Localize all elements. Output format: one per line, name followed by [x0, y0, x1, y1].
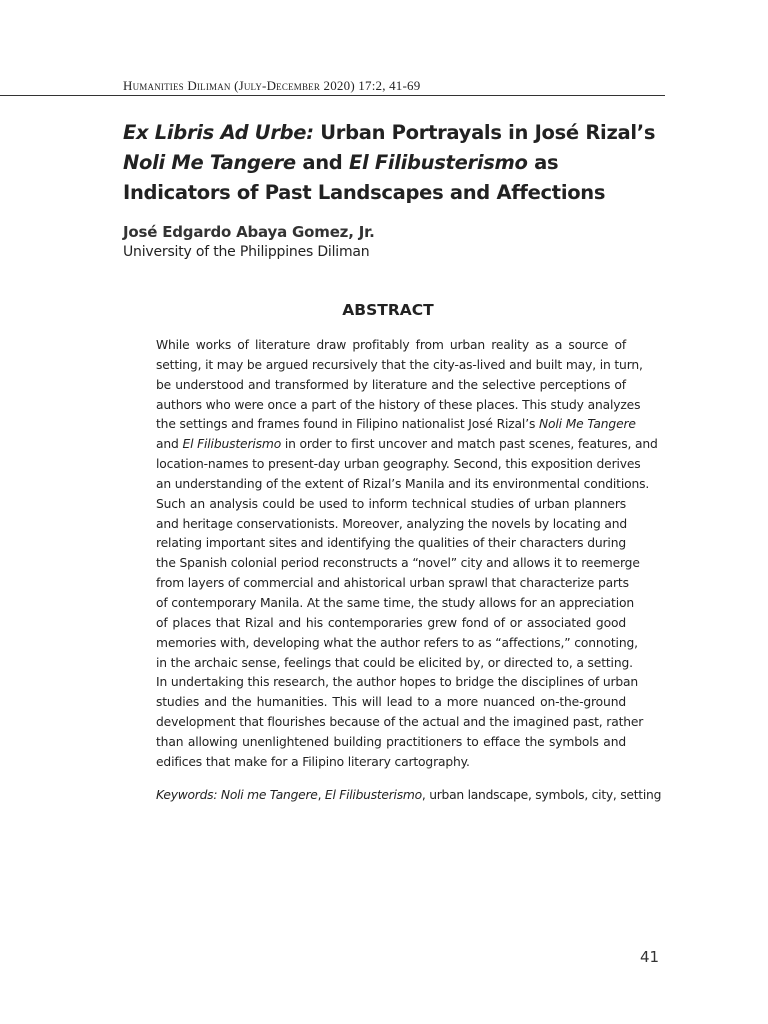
abstract-line: memories with, developing what the author refers to as “affections,” connoting, [156, 635, 638, 650]
title-part-5: El Filibusterismo [348, 151, 528, 174]
page-number: 41 [640, 948, 660, 966]
title-part-6: as Indicators of Past Landscapes and Affections [123, 151, 606, 204]
abstract-line [156, 435, 658, 455]
abstract-italic-fili: El Filibusterismo [182, 437, 282, 452]
title-part-4: and [295, 151, 349, 174]
keyword-fili: El Filibusterismo [324, 788, 422, 802]
abstract-body [156, 336, 658, 773]
abstract-line: from layers of commercial and ahistorical urban sprawl that characterize parts [156, 576, 629, 591]
abstract-italic-noli: Noli Me Tangere [538, 417, 636, 432]
abstract-line [156, 415, 636, 435]
abstract-line: the Spanish colonial period reconstructs a “novel” city and allows it to reemerge [156, 556, 640, 571]
keyword-noli: Noli me Tangere [217, 788, 318, 802]
running-head: Humanities Diliman (July-December 2020) 17:2, 41-69 [123, 78, 421, 93]
keywords-label: Keywords: [156, 788, 218, 802]
abstract-line: In undertaking this research, the author hopes to bridge the disciplines of urban [156, 675, 639, 690]
abstract-line: and heritage conservationists. Moreover, analyzing the novels by locating and [156, 516, 628, 531]
abstract-line: of places that Rizal and his contemporaries grew fond of or associated good [156, 615, 626, 630]
keyword-separator: , [317, 788, 325, 802]
keywords-rest: , urban landscape, symbols, city, setting [421, 788, 662, 802]
article-title [123, 118, 668, 208]
header-rule [0, 95, 665, 96]
abstract-line: While works of literature draw profitably from urban reality as a source of [156, 338, 626, 352]
author-name: José Edgardo Abaya Gomez, Jr. [123, 223, 375, 241]
abstract-fragment: and [156, 437, 183, 452]
abstract-line: Such an analysis could be used to inform technical studies of urban planners [156, 496, 626, 511]
abstract-line: studies and the humanities. This will lead to a more nuanced on-the-ground [156, 695, 626, 710]
abstract-line: edifices that make for a Filipino literary cartography. [156, 754, 470, 769]
abstract-line: location-names to present-day urban geography. Second, this exposition derives [156, 457, 641, 472]
abstract-fragment: the settings and frames found in Filipino nationalist José Rizal’s [156, 417, 539, 432]
abstract-line: an understanding of the extent of Rizal’s Manila and its environmental conditions. [156, 476, 650, 491]
abstract-line: setting, it may be argued recursively that the city-as-lived and built may, in turn, [156, 357, 643, 372]
abstract-line: relating important sites and identifying the qualities of their characters during [156, 536, 626, 551]
abstract-line: be understood and transformed by literature and the selective perceptions of [156, 377, 626, 392]
abstract-fragment: in order to first uncover and match past scenes, features, and [281, 437, 658, 452]
author-affiliation: University of the Philippines Diliman [123, 244, 370, 260]
abstract-heading: ABSTRACT [342, 301, 434, 319]
title-part-2: Urban Portrayals in José Rizal’s [313, 121, 656, 144]
abstract-line: in the archaic sense, feelings that could be elicited by, or directed to, a setting. [156, 655, 633, 670]
abstract-line: development that flourishes because of the actual and the imagined past, rather [156, 715, 644, 730]
abstract-line: of contemporary Manila. At the same time, the study allows for an appreciation [156, 595, 634, 610]
abstract-line: than allowing unenlightened building practitioners to efface the symbols and [156, 734, 626, 749]
title-part-3: Noli Me Tangere [123, 151, 296, 174]
abstract-line: authors who were once a part of the history of these places. This study analyzes [156, 397, 641, 412]
keywords [156, 788, 662, 802]
title-part-1: Ex Libris Ad Urbe: [123, 121, 314, 144]
